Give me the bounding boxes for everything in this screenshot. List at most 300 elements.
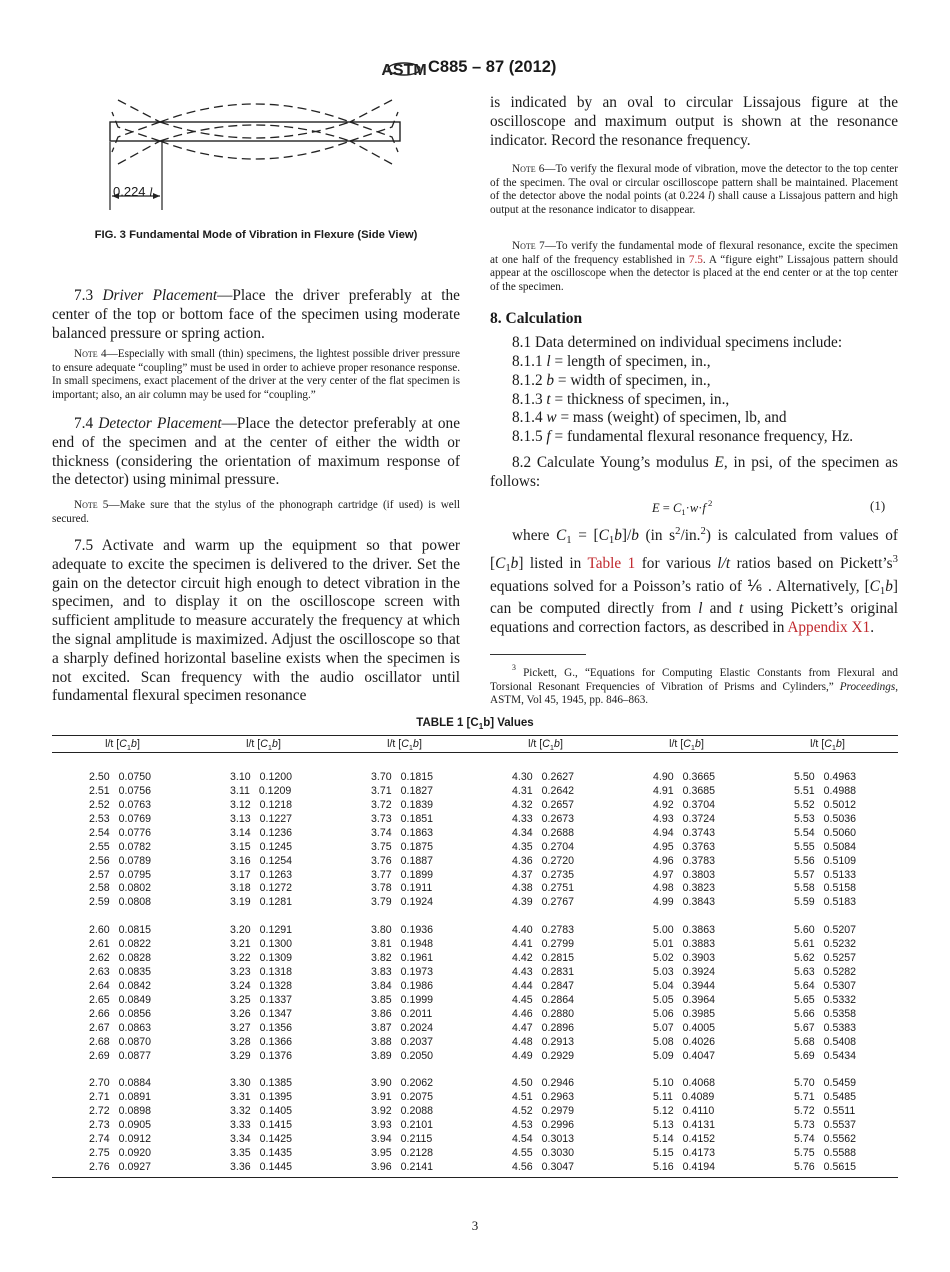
lt-ratio: 3.20 (230, 924, 251, 937)
table-row (371, 1036, 433, 1050)
text-segment: b (554, 738, 560, 750)
table-row (512, 855, 574, 869)
table-row (371, 1091, 433, 1105)
text-segment: t (546, 390, 551, 408)
c1b-value: 0.5562 (823, 1133, 857, 1146)
table-row (794, 827, 856, 841)
list-item (490, 391, 898, 410)
c1b-value: 0.1309 (259, 952, 293, 965)
table-row (89, 855, 151, 869)
table-row (230, 813, 292, 827)
lt-ratio: 3.81 (371, 938, 392, 951)
table-row (371, 938, 433, 952)
table-row (371, 924, 433, 938)
table-row (512, 869, 574, 883)
c1b-value: 0.2946 (541, 1077, 575, 1090)
table-row (230, 855, 292, 869)
table-row (653, 813, 715, 827)
text-segment: · (698, 501, 703, 515)
lt-ratio: 3.86 (371, 1007, 392, 1020)
text-segment: b (546, 371, 555, 389)
lt-ratio: 2.59 (89, 896, 110, 909)
table-row (653, 1036, 715, 1050)
c1b-value: 0.5408 (823, 1035, 857, 1048)
lt-ratio: 3.96 (371, 1161, 392, 1174)
lt-ratio: 5.69 (794, 1049, 815, 1062)
text-segment: 7.5 Activate and warm up the equipment so that power adequate to excite the specimen is delivered to the driver. Set the gain on the detector circuit high enough to detect vibration in the specimen, and to display it on the oscilloscope screen with sufficient amplitude to measure accurately the frequency at which the signal amplitude is maximized. Adjust the oscilloscope so that a sharply defined horizontal baseline exists when the specimen is not excited. Scan frequency with the audio oscillator until fundamental flexural specimen resonance (52, 537, 460, 705)
table-row (89, 1105, 151, 1119)
text-segment: 7.4 (74, 415, 99, 432)
lt-ratio: 4.38 (512, 882, 533, 895)
astm-logo (381, 55, 427, 88)
text-segment: b (272, 738, 278, 750)
lt-ratio: 3.80 (371, 924, 392, 937)
text-segment: 1 (831, 743, 837, 752)
c1b-value: 0.1887 (400, 854, 434, 867)
table-row (230, 1036, 292, 1050)
c1b-value: 0.0898 (118, 1105, 152, 1118)
c1b-value: 0.5158 (823, 882, 857, 895)
dimension-symbol: l (149, 184, 153, 199)
text-segment: ] (700, 738, 704, 750)
c1b-value: 0.1227 (259, 812, 293, 825)
text-segment: ]/ (621, 527, 632, 544)
text-segment: l/t [ (387, 738, 402, 750)
c1b-value: 0.1815 (400, 771, 434, 783)
text-segment: C (556, 527, 567, 544)
text-segment: 8.1.5 (512, 428, 547, 446)
table-row (512, 1147, 574, 1161)
lt-ratio: 5.04 (653, 979, 674, 992)
c1b-value: 0.0920 (118, 1147, 152, 1160)
c1b-value: 0.1435 (259, 1147, 293, 1160)
table-row (794, 1091, 856, 1105)
c1b-value: 0.1405 (259, 1105, 293, 1118)
cross-reference-link[interactable]: Appendix X1 (787, 619, 871, 637)
c1b-value: 0.3685 (682, 784, 716, 797)
table-row (512, 994, 574, 1008)
table-row (89, 1091, 151, 1105)
c1b-value: 0.1245 (259, 840, 293, 853)
text-segment: l (698, 600, 703, 618)
table-row (653, 785, 715, 799)
text-segment: b (631, 527, 639, 544)
text-segment: 7.3 (74, 287, 103, 304)
table-row (794, 1008, 856, 1022)
lt-ratio: 5.68 (794, 1035, 815, 1048)
c1b-value: 0.2657 (541, 798, 575, 811)
lt-ratio: 3.16 (230, 854, 251, 867)
c1b-value: 0.4026 (682, 1035, 716, 1048)
table-row (512, 882, 574, 896)
lt-ratio: 3.76 (371, 854, 392, 867)
svg-text:ASTM: ASTM (381, 62, 427, 79)
table-1-title (52, 717, 898, 731)
c1b-value: 0.4068 (682, 1077, 716, 1090)
c1b-value: 0.5036 (823, 812, 857, 825)
text-segment: (in s (638, 527, 676, 544)
c1b-value: 0.1300 (259, 938, 293, 951)
lt-ratio: 5.62 (794, 952, 815, 965)
text-segment: l/t [ (669, 738, 684, 750)
lt-ratio: 2.63 (89, 966, 110, 979)
table-row (653, 799, 715, 813)
table-row (230, 1119, 292, 1133)
lt-ratio: 3.78 (371, 882, 392, 895)
c1b-value: 0.2720 (541, 854, 575, 867)
table-row (794, 1022, 856, 1036)
text-segment: Note (74, 348, 98, 360)
list-item (490, 428, 898, 447)
column-header (52, 738, 193, 752)
text-segment: Detector Placement (98, 415, 222, 432)
text-segment: w (546, 409, 557, 427)
lt-ratio: 4.98 (653, 882, 674, 895)
section-7-5 (52, 537, 460, 706)
c1b-value: 0.3843 (682, 896, 716, 909)
table-row (230, 966, 292, 980)
text-segment: equations solved for a Poisson’s ratio of ⅙ . Alternatively, [ (490, 577, 870, 595)
table-row (89, 896, 151, 910)
c1b-value: 0.1827 (400, 784, 434, 797)
text-segment: 7—To verify the fundamental mode of flexural resonance, excite the specimen at one half of the frequency established in (490, 240, 898, 266)
c1b-value: 0.5383 (823, 1021, 857, 1034)
lt-ratio: 5.16 (653, 1161, 674, 1174)
text-segment: ratios based on Pickett’s (730, 554, 893, 572)
table-row (794, 855, 856, 869)
table-row (794, 1050, 856, 1064)
document-designation: C885 – 87 (2012) (428, 58, 557, 76)
table-row (794, 1119, 856, 1133)
text-segment: = width of specimen, in., (554, 371, 711, 389)
c1b-value: 0.5511 (823, 1105, 856, 1118)
lt-ratio: 4.31 (512, 784, 533, 797)
lt-ratio: 2.65 (89, 993, 110, 1006)
lt-ratio: 2.72 (89, 1105, 110, 1118)
table-row (89, 1008, 151, 1022)
c1b-value: 0.0927 (118, 1161, 152, 1174)
c1b-value: 0.2815 (541, 952, 575, 965)
text-segment: ) shall cause a Lissajous pattern and high output at the resonance indicator to disappear. (490, 190, 898, 216)
table-row (512, 980, 574, 994)
table-row (794, 799, 856, 813)
section-7-3 (52, 287, 460, 343)
c1b-value: 0.1291 (259, 924, 293, 937)
c1b-value: 0.0769 (118, 812, 152, 825)
c1b-value: 0.3944 (682, 979, 716, 992)
text-segment: ] (418, 738, 422, 750)
c1b-value: 0.1415 (259, 1119, 293, 1132)
table-row (653, 1161, 715, 1175)
lt-ratio: 5.00 (653, 924, 674, 937)
c1b-value: 0.1272 (259, 882, 293, 895)
table-row (512, 785, 574, 799)
table-row (371, 952, 433, 966)
text-segment: 1 (478, 722, 484, 731)
c1b-value: 0.1851 (400, 812, 434, 825)
c1b-value: 0.2767 (541, 896, 575, 909)
equation-explanation (490, 522, 898, 638)
lt-ratio: 5.71 (794, 1091, 815, 1104)
c1b-value: 0.2963 (541, 1091, 575, 1104)
lt-ratio: 5.61 (794, 938, 815, 951)
c1b-value: 0.3903 (682, 952, 716, 965)
c1b-value: 0.4988 (823, 784, 857, 797)
c1b-value: 0.5588 (823, 1147, 857, 1160)
table-row (794, 1147, 856, 1161)
table-row (230, 924, 292, 938)
lt-ratio: 4.37 (512, 868, 533, 881)
text-segment: 8.1.4 (512, 409, 547, 427)
lt-ratio: 3.72 (371, 798, 392, 811)
c1b-value: 0.1218 (259, 798, 293, 811)
lt-ratio: 5.59 (794, 896, 815, 909)
lt-ratio: 4.95 (653, 840, 674, 853)
lt-ratio: 3.91 (371, 1091, 392, 1104)
c1b-value: 0.2783 (541, 924, 575, 937)
text-segment: ] (841, 738, 845, 750)
c1b-value: 0.1973 (400, 966, 434, 979)
table-row (794, 966, 856, 980)
table-row (653, 771, 715, 785)
column-header (334, 738, 475, 752)
text-segment: Note (512, 163, 536, 175)
text-segment: C (672, 501, 682, 515)
text-segment: = thickness of specimen, in., (550, 390, 730, 408)
c1b-value: 0.1425 (259, 1133, 293, 1146)
table-row (653, 980, 715, 994)
text-segment: 6—To verify the flexural mode of vibration, move the detector to the top center of the specimen. The oval or circular oscilloscope pattern shall be maintained. Placement of the detector above the nodal points (at 0.224 (490, 163, 898, 203)
c1b-value: 0.4089 (681, 1091, 715, 1104)
table-row (371, 869, 433, 883)
c1b-value: 0.0863 (118, 1021, 152, 1034)
table-row (794, 938, 856, 952)
c1b-value: 0.0763 (118, 798, 152, 811)
cross-reference-link[interactable]: Table 1 (587, 554, 636, 572)
lt-ratio: 3.95 (371, 1147, 392, 1160)
text-segment: = [ (571, 527, 599, 544)
c1b-value: 0.2896 (541, 1021, 575, 1034)
table-row (230, 952, 292, 966)
lt-ratio: 5.07 (653, 1021, 674, 1034)
table-top-rule (52, 735, 898, 736)
table-row (371, 966, 433, 980)
lt-ratio: 4.46 (512, 1007, 533, 1020)
lt-ratio: 5.54 (794, 826, 815, 839)
c1b-value: 0.1961 (400, 952, 434, 965)
lt-ratio: 5.58 (794, 882, 815, 895)
lt-ratio: 2.61 (89, 938, 110, 951)
table-row (230, 882, 292, 896)
table-row (512, 771, 574, 785)
lt-ratio: 3.11 (230, 784, 250, 797)
table-row (371, 882, 432, 896)
table-row (653, 1008, 715, 1022)
lt-ratio: 3.71 (371, 784, 392, 797)
lt-ratio: 5.09 (653, 1049, 674, 1062)
c1b-value: 0.4047 (682, 1049, 716, 1062)
c1b-value: 0.1254 (259, 854, 293, 867)
lt-ratio: 3.85 (371, 993, 392, 1006)
footnote-divider (490, 654, 586, 655)
lt-ratio: 5.63 (794, 966, 815, 979)
lt-ratio: 4.41 (512, 938, 533, 951)
table-row (89, 813, 151, 827)
c1b-value: 0.1200 (259, 771, 293, 783)
c1b-value: 0.2050 (400, 1049, 434, 1062)
table-row (512, 1077, 574, 1091)
lt-ratio: 5.05 (653, 993, 674, 1006)
table-row (230, 1022, 292, 1036)
c1b-value: 0.1863 (400, 826, 434, 839)
c1b-value: 0.5109 (823, 854, 857, 867)
table-row (794, 882, 856, 896)
table-row (371, 785, 433, 799)
c1b-value: 0.2979 (541, 1105, 575, 1118)
text-segment: 2 (705, 498, 713, 508)
text-segment: f (546, 428, 551, 446)
lt-ratio: 3.28 (230, 1035, 251, 1048)
table-row (89, 1147, 151, 1161)
figure-3-diagram (100, 92, 410, 222)
lt-ratio: 4.52 (512, 1105, 533, 1118)
text-segment: E (652, 501, 660, 515)
table-row (89, 1077, 151, 1091)
table-row (89, 1036, 151, 1050)
text-segment: and (702, 600, 739, 618)
lt-ratio: 3.31 (230, 1091, 251, 1104)
lt-ratio: 4.97 (653, 868, 674, 881)
c1b-value: 0.1385 (259, 1077, 293, 1090)
lt-ratio: 3.70 (371, 771, 392, 783)
table-row (230, 896, 292, 910)
lt-ratio: 4.44 (512, 979, 533, 992)
lt-ratio: 3.24 (230, 979, 251, 992)
table-row (371, 1147, 433, 1161)
c1b-value: 0.1337 (259, 993, 293, 1006)
c1b-value: 0.1899 (400, 868, 434, 881)
text-segment: Driver Placement (102, 287, 218, 304)
table-row (653, 1119, 715, 1133)
text-segment: C (683, 738, 691, 750)
lt-ratio: 4.94 (653, 826, 674, 839)
text-segment: b] Values (483, 717, 534, 729)
lt-ratio: 2.52 (89, 798, 110, 811)
table-row (794, 1077, 856, 1091)
table-row (89, 827, 151, 841)
table-row (512, 799, 574, 813)
lt-ratio: 2.74 (89, 1133, 110, 1146)
text-segment: b (614, 527, 622, 544)
c1b-value: 0.2115 (400, 1133, 433, 1146)
c1b-value: 0.4131 (682, 1119, 716, 1132)
c1b-value: 0.2141 (400, 1161, 434, 1174)
lt-ratio: 2.54 (89, 826, 110, 839)
c1b-value: 0.2704 (541, 840, 575, 853)
table-row (653, 1147, 715, 1161)
table-row (371, 827, 433, 841)
lt-ratio: 4.49 (512, 1049, 533, 1062)
c1b-value: 0.5485 (823, 1091, 857, 1104)
lt-ratio: 2.55 (89, 840, 110, 853)
lt-ratio: 5.56 (794, 854, 815, 867)
table-row (794, 771, 856, 785)
table-row (794, 869, 856, 883)
lt-ratio: 3.75 (371, 840, 392, 853)
lt-ratio: 5.76 (794, 1161, 815, 1174)
lt-ratio: 2.57 (89, 868, 110, 881)
c1b-value: 0.2101 (400, 1119, 434, 1132)
text-segment: ] can be computed directly from (490, 577, 898, 618)
table-row (653, 827, 715, 841)
text-segment: 1 (608, 534, 615, 546)
text-segment: = fundamental flexural resonance frequency, Hz. (550, 428, 854, 446)
text-segment: C (869, 577, 880, 595)
c1b-value: 0.1445 (259, 1161, 293, 1174)
c1b-value: 0.2642 (541, 784, 575, 797)
table-row (89, 924, 151, 938)
c1b-value: 0.1328 (259, 979, 293, 992)
c1b-value: 0.2673 (541, 812, 575, 825)
text-segment: Proceedings (839, 680, 896, 693)
lt-ratio: 3.18 (230, 882, 251, 895)
table-row (230, 1147, 292, 1161)
lt-ratio: 3.29 (230, 1049, 251, 1062)
text-segment: Note (512, 240, 536, 252)
text-segment: 1 (690, 743, 696, 752)
table-row (653, 1022, 715, 1036)
table-row (512, 1119, 574, 1133)
text-segment: where (512, 527, 557, 544)
lt-ratio: 5.57 (794, 868, 815, 881)
c1b-value: 0.3924 (682, 966, 716, 979)
lt-ratio: 2.62 (89, 952, 110, 965)
table-row (653, 1050, 715, 1064)
note-5 (52, 499, 460, 526)
lt-ratio: 4.30 (512, 771, 533, 783)
lt-ratio: 5.10 (653, 1077, 674, 1090)
table-row (512, 896, 574, 910)
table-row (230, 841, 292, 855)
text-segment: 8.1 Data determined on individual specimens include: (512, 334, 843, 351)
c1b-value: 0.3964 (682, 993, 716, 1006)
c1b-value: 0.1236 (259, 826, 293, 839)
footnote-3 (490, 661, 898, 708)
lt-ratio: 5.66 (794, 1007, 815, 1020)
c1b-value: 0.3704 (682, 798, 716, 811)
equation-number: (1) (870, 498, 886, 513)
text-segment: C (542, 738, 550, 750)
lt-ratio: 5.51 (794, 784, 815, 797)
lt-ratio: 2.75 (89, 1147, 110, 1160)
c1b-value: 0.5207 (823, 924, 857, 937)
lt-ratio: 3.84 (371, 979, 392, 992)
c1b-value: 0.4963 (823, 771, 857, 783)
table-row (230, 1091, 292, 1105)
column-header (475, 738, 616, 752)
c1b-value: 0.0789 (118, 854, 152, 867)
c1b-value: 0.0815 (118, 924, 152, 937)
table-row (653, 1091, 714, 1105)
text-segment: —Place the driver preferably at the center of the top or bottom face of the specimen using moderate balanced pressure or spring action. (52, 287, 460, 342)
text-segment: ] (559, 738, 563, 750)
cross-reference-link[interactable]: 7.5 (688, 253, 703, 266)
lt-ratio: 3.77 (371, 868, 392, 881)
text-segment: t (738, 600, 744, 618)
text-segment: Pickett, G., “Equations for Computing Elastic Constants from Flexural and Torsional Resonant Frequencies of Vibration of Prisms and Cylinders,” (490, 667, 898, 693)
table-row (794, 1133, 856, 1147)
lt-ratio: 3.89 (371, 1049, 392, 1062)
